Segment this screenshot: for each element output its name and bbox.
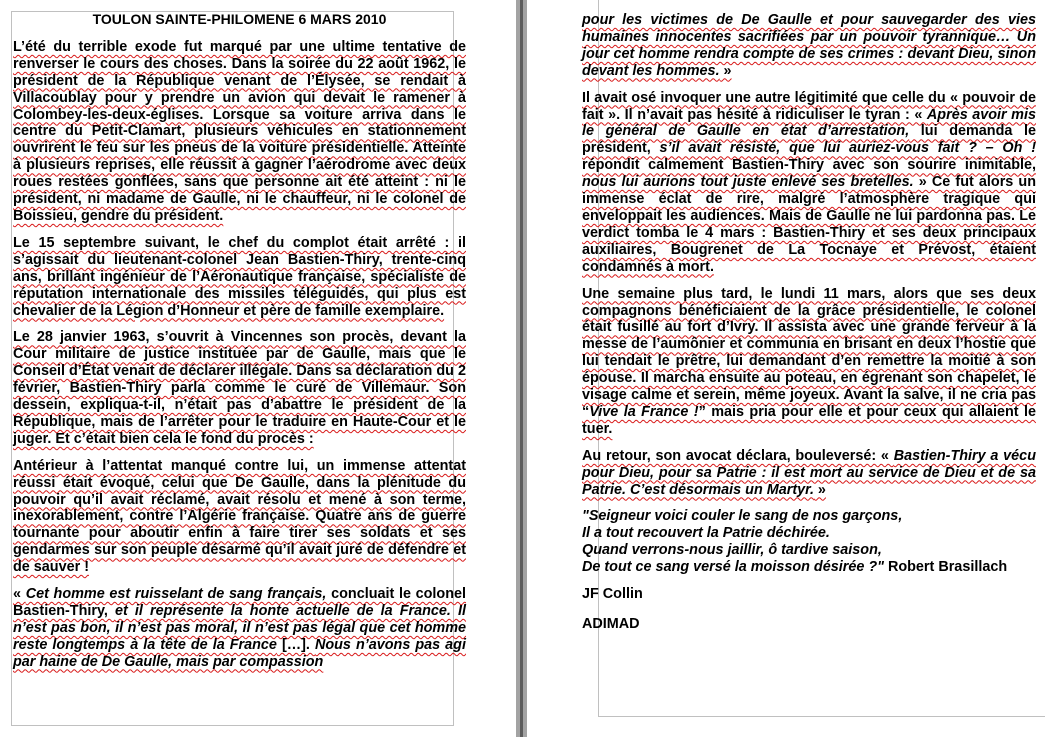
execution-text-1: Une semaine plus tard, le lundi 11 mars, alors que ses deux compagnons bénéficiaient de la grâce présidentielle, le colonel était fusillé au fort d’Ivry. Il assista avec une grande ferveur à la messe de l’aumônier et communia en brisant en deux l’hostie que lui tendait le prêtre, lui demandant d’en remettre la moitié à son épouse. Il marcha ensuite au poteau, en égrenant son chapelet, le visage calme et serein, même joyeux. Avant la salve, il ne cria pas “ [582,285,1036,420]
bretelles-quote-2: s’il avait résisté, que lui auriez-vous fait ? – Oh ! [659,140,1036,157]
poem-line: "Seigneur voici couler le sang de nos garçons, [582,508,903,525]
signature: JF Collin [582,586,643,603]
paragraph-avocat [582,448,1036,499]
execution-quote: Vive la France ! [589,403,699,420]
bretelles-text-4: » Ce fut alors un immense éclat de rire, malgré l’atmosphère tragique qui enveloppait les audiences. Mais de Gaulle ne lui pardonna pas. Le verdict tomba le 4 mars : Bastien-Thiry et ses deux principaux auxiliaires, Bougrenet de La Tocnaye et Prévost, étaient condamnés à mort. [582,174,1036,275]
continuation-close: » [719,62,732,79]
quote-honte: et il représente la honte actuelle de la France. Il n’est pas bon, il n’est pas moral, il n’est pas légal que cet homme reste longtemps à la tête de la France [13,603,467,653]
page-divider [516,0,527,737]
bretelles-quote-3: nous lui aurions tout juste enlevé ses bretelles. [582,174,914,191]
bretelles-text-3: répondit calmement Bastien-Thiry avec son sourire inimitable, [582,157,1036,174]
quote-compassion: Nous n’avons pas agi par haine de De Gaulle, mais par compassion [13,636,466,670]
paragraph-continuation [582,12,1036,80]
bretelles-text-2: lui demanda le président, [582,123,1036,157]
execution-text-2: ” mais pria pour elle et pour ceux qui allaient le tuer. [582,403,1036,437]
paragraph-bastien-thiry-quote [13,586,466,671]
poem-line: Il a tout recouvert la Patrie déchirée. [582,525,830,542]
avocat-quote: Bastien-Thiry a vécu pour Dieu, pour sa Patrie : il est mort au service de Dieu et de sa Patrie. C’est désormais un Martyr. [582,447,1036,498]
document-title: TOULON SAINTE-PHILOMENE 6 MARS 2010 [92,11,387,27]
paragraph-trial: Le 28 janvier 1963, s’ouvrit à Vincennes son procès, devant la Cour militaire de justice instituée par de Gaulle, mais que le Conseil d’État venait de déclarer illégale. Dans sa déclaration du 2 février, Bastien-Thiry parla comme le curé de Villemaur. Son dessein, expliqua-t-il, n’était pas d’abattre le président de la République, mais de l’arrêter pour le traduire en Haute-Cour et le juger. Et c’était bien cela le fond du procès : [13,329,466,447]
right-page [527,0,1045,737]
right-page-text[interactable] [582,12,1036,646]
poem-line: De tout ce sang versé la moisson désirée ?" [582,559,884,576]
avocat-text-2: » [813,481,826,498]
poem-last-line [582,559,1036,576]
paragraph-execution [582,286,1036,438]
quote-narration: concluait le colonel Bastien-Thiry, [13,586,466,619]
paragraph-arrest: Le 15 septembre suivant, le chef du complot était arrêté : il s’agissait du lieutenant-colonel Jean Bastien-Thiry, trente-cinq ans, brillant ingénieur de l’Aéronautique française, spécialiste de réputation internationale des missiles téléguidés, qui plus est chevalier de la Légion d’Honneur et père de famille exemplaire. [13,234,466,319]
quote-open: « [13,586,26,603]
quote-ruisselant: Cet homme est ruisselant de sang français, [25,586,327,603]
avocat-text-1: Au retour, son avocat déclara, bouleversé: « [582,447,894,464]
paragraph-bretelles [582,90,1036,276]
poem-author: Robert Brasillach [883,559,1008,576]
poem-line: Quand verrons-nous jaillir, ô tardive saison, [582,542,882,559]
poem-brasillach [582,508,1036,576]
continuation-quote: pour les victimes de De Gaulle et pour sauvegarder des vies humaines innocentes sacrifiées par un pouvoir tyrannique… Un jour cet homme rendra compte de ses crimes : devant Dieu, sinon devant les hommes. [582,12,1036,79]
organization: ADIMAD [582,616,640,632]
left-page-text[interactable] [13,11,466,681]
bretelles-quote-1: Après avoir mis le général de Gaulle en état d’arrestation, [582,106,1036,140]
quote-ellipsis: […]. [276,636,315,653]
page-divider-stripe [520,0,523,737]
left-page [0,0,516,737]
paragraph-petit-clamart: L’été du terrible exode fut marqué par une ultime tentative de renverser le cours des choses. Dans la soirée du 22 août 1962, le président de la République venant de l’Élysée, se rendait à Villacoublay pour y prendre un avion qui devait le ramener à Colombey-les-deux-églises. Lorsque sa voiture arriva dans le centre du Petit-Clamart, plusieurs véhicules en stationnement ouvrirent le feu sur les pneus de la voiture présidentielle. Atteinte à plusieurs reprises, elle réussit à gagner l’aérodrome avec deux roues restées gonflées, sans que personne ait été atteint : ni le président, ni madame de Gaulle, ni le chauffeur, ni le colonel de Boissieu, gendre du président. [13,38,466,224]
paragraph-algeria: Antérieur à l’attentat manqué contre lui, un immense attentat réussi était évoqué, celui que De Gaulle, dans la plénitude du pouvoir qu’il avait réclamé, avait résolu et mené à son terme, inexorablement, contre l’Algérie française. Quatre ans de guerre tournante pour aboutir enfin à faire tirer ses soldats et ses gendarmes sur son peuple désarmé qu’il avait juré de défendre et de sauver ! [13,457,466,576]
bretelles-text-1: Il avait osé invoquer une autre légitimité que celle du « pouvoir de fait ». Il n’avait pas hésité à ridiculiser le tyran : « [582,89,1036,123]
